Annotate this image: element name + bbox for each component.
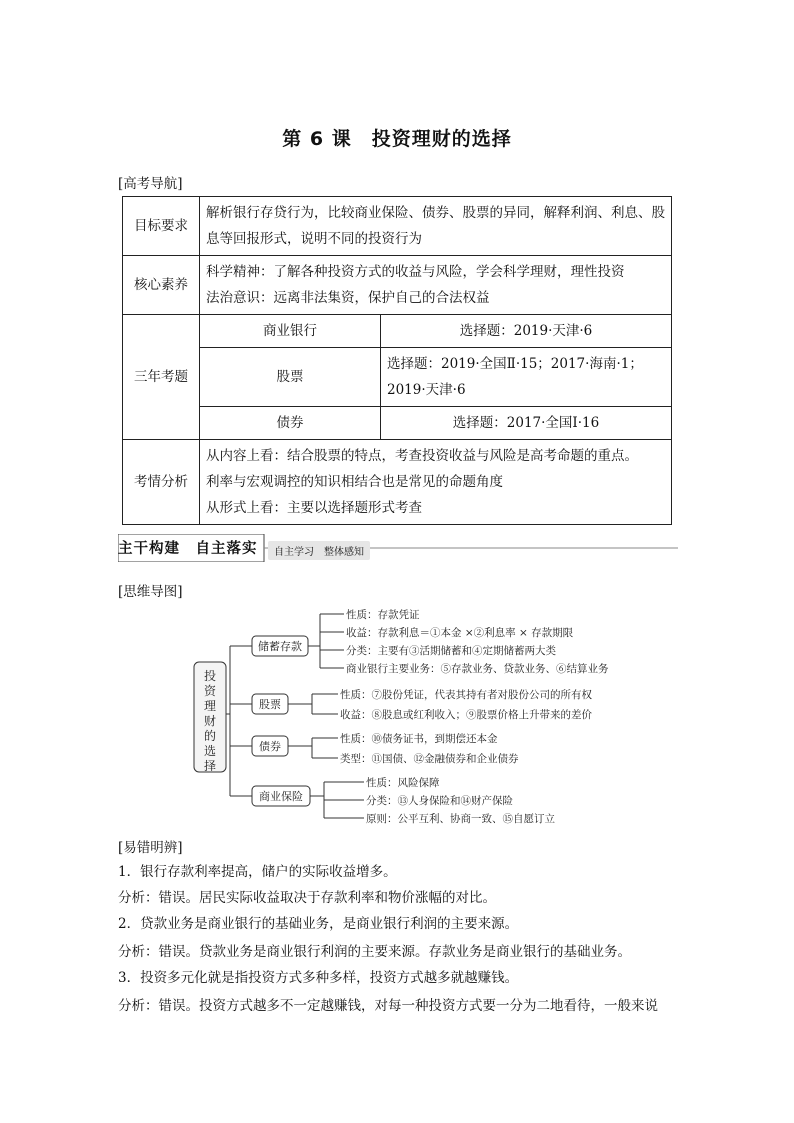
analysis-head: 考情分析 bbox=[123, 440, 200, 525]
mindmap-root-char: 财 bbox=[203, 714, 217, 728]
mindmap-root bbox=[194, 662, 226, 773]
mindmap-root-char: 择 bbox=[203, 759, 217, 773]
branch-bond-label: 债券 bbox=[259, 740, 281, 753]
mindmap-root-char: 投 bbox=[203, 669, 217, 683]
insurance-line-2: 分类：⑬人身保险和⑭财产保险 bbox=[366, 795, 513, 807]
mindmap-branch-stock bbox=[252, 694, 288, 714]
savings-line-3: 分类：主要有③活期储蓄和④定期储蓄两大类 bbox=[346, 645, 556, 657]
error-3-question: 3．投资多元化就是指投资方式多种多样，投资方式越多就越赚钱。 bbox=[118, 970, 519, 986]
nav-label: [高考导航] bbox=[118, 176, 183, 192]
exam-topic-bank: 商业银行 bbox=[200, 315, 381, 348]
section-title: 主干构建 自主落实 bbox=[118, 541, 258, 557]
goal-head: 目标要求 bbox=[123, 197, 200, 256]
mindmap-label: [思维导图] bbox=[118, 584, 183, 600]
branch-insurance-label: 商业保险 bbox=[259, 790, 303, 803]
analysis-line-2: 利率与宏观调控的知识相结合也是常见的命题角度 bbox=[206, 474, 503, 490]
bond-line-1: 性质：⑩债务证书，到期偿还本金 bbox=[340, 733, 498, 745]
insurance-line-3: 原则：公平互利、协商一致、⑮自愿订立 bbox=[366, 813, 555, 825]
goal-text: 解析银行存贷行为，比较商业保险、债券、股票的异同，解释利润、利息、股息等回报形式，说明不同的投资行为 bbox=[200, 197, 672, 256]
table-row bbox=[123, 256, 672, 315]
insurance-line-1: 性质：风险保障 bbox=[366, 777, 440, 789]
error-2-question: 2．贷款业务是商业银行的基础业务，是商业银行利润的主要来源。 bbox=[118, 916, 519, 932]
branch-stock-label: 股票 bbox=[259, 698, 281, 711]
table-row bbox=[123, 348, 672, 407]
core-cell bbox=[200, 256, 672, 315]
mindmap-root-text bbox=[204, 668, 217, 773]
core-line-2: 法治意识：远离非法集资，保护自己的合法权益 bbox=[206, 290, 490, 306]
exam-detail-bond: 选择题：2017·全国Ⅰ·16 bbox=[381, 407, 672, 440]
core-line-1: 科学精神：了解各种投资方式的收益与风险，学会科学理财，理性投资 bbox=[206, 264, 625, 280]
error-3-answer: 分析：错误。投资方式越多不一定越赚钱，对每一种投资方式要一分为二地看待，一般来说 bbox=[118, 998, 658, 1014]
analysis-cell bbox=[200, 440, 672, 525]
exam-head: 三年考题 bbox=[123, 315, 200, 440]
bond-line-2: 类型：⑪国债、⑫金融债券和企业债券 bbox=[340, 753, 519, 765]
savings-line-4: 商业银行主要业务：⑤存款业务、贷款业务、⑥结算业务 bbox=[346, 663, 609, 675]
exam-guide-table bbox=[122, 196, 672, 525]
analysis-line-1: 从内容上看：结合股票的特点，考查投资收益与风险是高考命题的重点。 bbox=[206, 448, 638, 464]
mindmap-branch-savings bbox=[252, 636, 308, 656]
core-head: 核心素养 bbox=[123, 256, 200, 315]
exam-topic-bond: 债券 bbox=[200, 407, 381, 440]
page-title: 第 6 课 投资理财的选择 bbox=[282, 128, 512, 150]
savings-line-1: 性质：存款凭证 bbox=[346, 609, 420, 621]
mindmap-root-char: 理 bbox=[203, 699, 217, 713]
table-row bbox=[123, 315, 672, 348]
exam-detail-bank: 选择题：2019·天津·6 bbox=[381, 315, 672, 348]
analysis-line-3: 从形式上看：主要以选择题形式考查 bbox=[206, 500, 422, 516]
error-2-answer: 分析：错误。贷款业务是商业银行利润的主要来源。存款业务是商业银行的基础业务。 bbox=[118, 944, 631, 960]
table-row bbox=[123, 407, 672, 440]
error-1-question: 1．银行存款利率提高，储户的实际收益增多。 bbox=[118, 864, 397, 880]
stock-line-1: 性质：⑦股份凭证，代表其持有者对股份公司的所有权 bbox=[340, 689, 592, 701]
mindmap-root-char: 资 bbox=[203, 684, 217, 698]
branch-savings-label: 储蓄存款 bbox=[258, 640, 302, 653]
mindmap-root-char: 的 bbox=[203, 729, 217, 743]
error-1-answer: 分析：错误。居民实际收益取决于存款利率和物价涨幅的对比。 bbox=[118, 890, 496, 906]
savings-line-2: 收益：存款利息＝①本金 ×②利息率 × 存款期限 bbox=[346, 627, 574, 639]
exam-detail-stock-2: 2019·天津·6 bbox=[387, 382, 466, 398]
mindmap-branch-insurance bbox=[252, 786, 310, 806]
table-row bbox=[123, 440, 672, 525]
exam-detail-stock bbox=[381, 348, 672, 407]
section-subtitle: 自主学习 整体感知 bbox=[268, 541, 370, 560]
exam-topic-stock: 股票 bbox=[200, 348, 381, 407]
mindmap-root-char: 选 bbox=[203, 744, 217, 758]
exam-detail-stock-1: 选择题：2019·全国Ⅱ·15；2017·海南·1； bbox=[387, 356, 643, 372]
table-row bbox=[123, 197, 672, 256]
mindmap-branch-bond bbox=[252, 736, 288, 756]
stock-line-2: 收益：⑧股息或红利收入；⑨股票价格上升带来的差价 bbox=[340, 709, 592, 721]
errors-label: [易错明辨] bbox=[118, 840, 183, 856]
mindmap bbox=[190, 604, 610, 830]
